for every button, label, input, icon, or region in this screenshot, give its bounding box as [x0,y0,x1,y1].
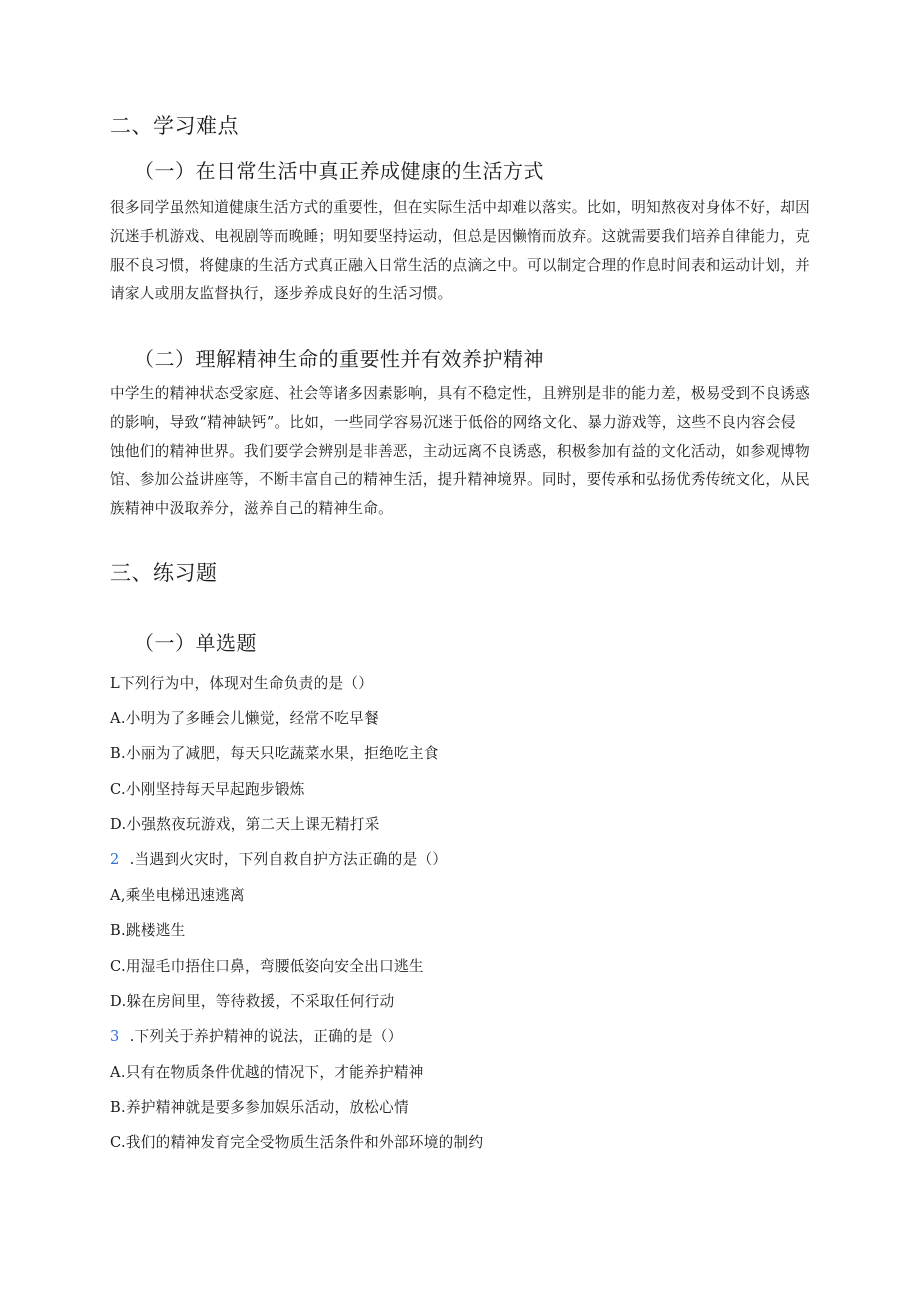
question-option: A.只有在物质条件优越的情况下，才能养护精神 [110,1064,424,1081]
question-number: 3 [110,1028,120,1045]
paragraph-spiritual-life: 中学生的精神状态受家庭、社会等诸多因素影响，具有不稳定性，且辨别是非的能力差，极易受到不良诱惑的影响，导致“精神缺钙”。比如，一些同学容易沉迷于低俗的网络文化、暴力游戏等，这些不良内容会侵蚀他们的精神世界。我们要学会辨别是非善恶，主动远离不良诱惑，积极参加有益的文化活动，如参观博物馆、参加公益讲座等，不断丰富自己的精神生活，提升精神境界。同时，要传承和弘扬优秀传统文化，从民族精神中汲取养分，滋养自己的精神生命。 [110,385,811,518]
question-option: A.小明为了多睡会儿懒觉，经常不吃早餐 [110,710,379,727]
question-option: C.我们的精神发育完全受物质生活条件和外部环境的制约 [110,1134,484,1151]
question-option: D.小强熬夜玩游戏，第二天上课无精打采 [110,816,380,833]
question-option: B.养护精神就是要多参加娱乐活动，放松心情 [110,1099,409,1116]
question-stem [110,848,447,869]
question-option: A,乘坐电梯迅速逃离 [110,887,245,904]
question-text: .下列关于养护精神的说法，正确的是（） [129,1028,403,1045]
question-option: C.小刚坚持每天早起跑步锻炼 [110,781,305,798]
question-stem [110,1025,403,1046]
question-text: .当遇到火灾时，下列自救自护方法正确的是（） [129,851,448,868]
question-option: B.跳楼逃生 [110,922,186,939]
paragraph-healthy-lifestyle: 很多同学虽然知道健康生活方式的重要性，但在实际生活中却难以落实。比如，明知熬夜对身体不好，却因沉迷手机游戏、电视剧等而晚睡；明知要坚持运动，但总是因懒惰而放弃。这就需要我们培养自律能力，克服不良习惯，将健康的生活方式真正融入日常生活的点滴之中。可以制定合理的作息时间表和运动计划，并请家人或朋友监督执行，逐步养成良好的生活习惯。 [110,199,811,303]
subheading-healthy-lifestyle: （一）在日常生活中真正养成健康的生活方式 [134,159,544,183]
section-heading-difficulties: 二、学习难点 [110,114,239,138]
question-number: 2 [110,851,120,868]
question-option: C.用湿毛巾捂住口鼻，弯腰低姿向安全出口逃生 [110,958,424,975]
question-stem [110,672,373,693]
question-option: B.小丽为了减肥，每天只吃蔬菜水果，拒绝吃主食 [110,745,439,762]
subheading-single-choice: （一）单选题 [134,631,257,655]
question-option: D.躲在房间里，等待救援，不采取任何行动 [110,993,395,1010]
section-heading-exercises: 三、练习题 [110,561,218,585]
question-text: L下列行为中，体现对生命负责的是（） [110,675,374,692]
subheading-spiritual-life: （二）理解精神生命的重要性并有效养护精神 [134,347,544,371]
